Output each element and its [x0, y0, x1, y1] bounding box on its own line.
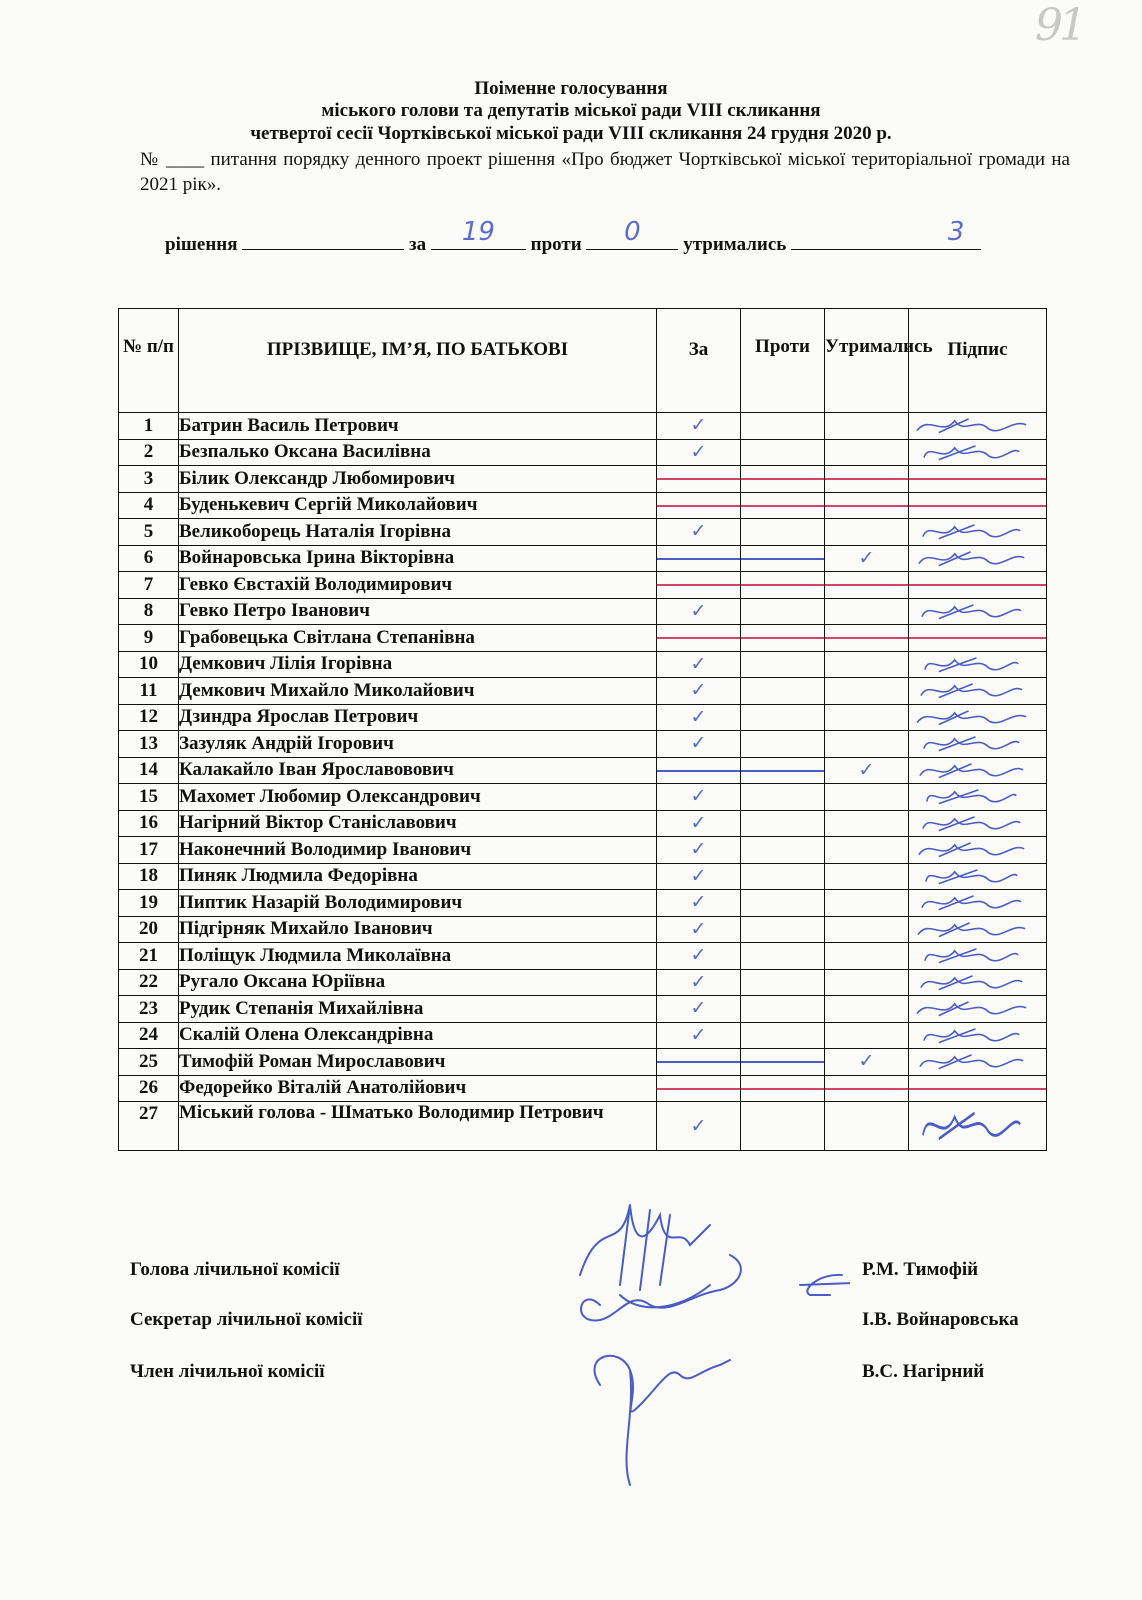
vote-abstain-cell [825, 1102, 909, 1151]
check-mark-icon: ✓ [690, 838, 707, 861]
vote-against-cell [741, 704, 825, 731]
deputy-name: Тимофій Роман Мирославович [179, 1049, 657, 1076]
deputy-name: Демкович Лілія Ігорівна [179, 651, 657, 678]
deputy-name: Великоборець Наталія Ігорівна [179, 519, 657, 546]
signature-cell [909, 731, 1047, 758]
row-number: 23 [119, 996, 179, 1023]
deputy-name: Демкович Михайло Миколайович [179, 678, 657, 705]
table-row [119, 545, 1047, 572]
vote-against-cell [741, 1075, 825, 1102]
table-row [119, 943, 1047, 970]
vote-against-cell [741, 439, 825, 466]
roll-call-table [118, 308, 1047, 1151]
table-row [119, 572, 1047, 599]
vote-for-cell [657, 784, 741, 811]
row-number: 13 [119, 731, 179, 758]
table-row [119, 784, 1047, 811]
handwritten-signature [909, 440, 1046, 466]
row-number: 24 [119, 1022, 179, 1049]
header-num: № п/п [119, 309, 179, 413]
vote-abstain-cell [825, 704, 909, 731]
vote-for-cell [657, 439, 741, 466]
handwritten-signature [909, 943, 1046, 969]
signature-cell [909, 545, 1047, 572]
check-mark-icon: ✓ [690, 440, 707, 463]
signature-cell [909, 1049, 1047, 1076]
vote-for-cell [657, 863, 741, 890]
vote-for-cell [657, 519, 741, 546]
vote-abstain-cell [825, 916, 909, 943]
vote-abstain-cell [825, 943, 909, 970]
signature-cell [909, 492, 1047, 519]
strike-line [825, 584, 908, 586]
table-row [119, 651, 1047, 678]
check-mark-icon: ✓ [690, 1114, 707, 1137]
vote-for-cell [657, 466, 741, 493]
table-row [119, 916, 1047, 943]
check-mark-icon: ✓ [858, 546, 875, 569]
handwritten-signature [909, 864, 1046, 890]
decision-blank [242, 231, 404, 250]
vote-for-cell [657, 625, 741, 652]
strike-line [657, 1088, 740, 1090]
vote-for-cell [657, 996, 741, 1023]
strike-line [657, 584, 740, 586]
check-mark-icon: ✓ [690, 520, 707, 543]
deputy-name: Батрин Василь Петрович [179, 413, 657, 440]
signature-cell [909, 784, 1047, 811]
check-mark-icon: ✓ [690, 599, 707, 622]
strike-line [741, 1061, 824, 1063]
vote-abstain-cell [825, 837, 909, 864]
deputy-name: Наконечний Володимир Іванович [179, 837, 657, 864]
strike-line [657, 770, 740, 772]
check-mark-icon: ✓ [690, 705, 707, 728]
strike-line [741, 478, 824, 480]
against-count-field [586, 217, 678, 250]
vote-against-cell [741, 1049, 825, 1076]
vote-abstain-cell [825, 413, 909, 440]
vote-abstain-cell [825, 969, 909, 996]
vote-for-cell [657, 413, 741, 440]
signature-cell [909, 1102, 1047, 1151]
row-number: 21 [119, 943, 179, 970]
vote-against-cell [741, 466, 825, 493]
signature-cell [909, 996, 1047, 1023]
for-label: за [409, 234, 427, 255]
row-number: 9 [119, 625, 179, 652]
signature-cell [909, 943, 1047, 970]
vote-abstain-cell [825, 572, 909, 599]
table-row [119, 890, 1047, 917]
vote-for-cell [657, 1075, 741, 1102]
vote-against-cell [741, 890, 825, 917]
table-row [119, 704, 1047, 731]
strike-line [909, 584, 1046, 586]
vote-for-cell [657, 943, 741, 970]
decision-label: рішення [165, 234, 238, 255]
signature-cell [909, 837, 1047, 864]
vote-against-cell [741, 996, 825, 1023]
footer-role-chair: Голова лічильної комісії [130, 1259, 340, 1280]
handwritten-signature [909, 811, 1046, 837]
deputy-name: Войнаровська Ірина Вікторівна [179, 545, 657, 572]
vote-for-cell [657, 1022, 741, 1049]
vote-for-cell [657, 678, 741, 705]
row-number: 6 [119, 545, 179, 572]
table-body [119, 413, 1047, 1151]
check-mark-icon: ✓ [858, 758, 875, 781]
handwritten-signature [909, 970, 1046, 996]
vote-for-cell [657, 757, 741, 784]
signature-cell [909, 519, 1047, 546]
table-row [119, 519, 1047, 546]
vote-against-cell [741, 969, 825, 996]
deputy-name: Підгірняк Михайло Іванович [179, 916, 657, 943]
vote-against-cell [741, 651, 825, 678]
row-number: 3 [119, 466, 179, 493]
vote-abstain-cell [825, 598, 909, 625]
check-mark-icon: ✓ [690, 1023, 707, 1046]
row-number: 10 [119, 651, 179, 678]
vote-abstain-cell [825, 810, 909, 837]
decision-line [165, 217, 981, 256]
check-mark-icon: ✓ [690, 997, 707, 1020]
strike-line [741, 1088, 824, 1090]
row-number: 27 [119, 1102, 179, 1151]
vote-for-cell [657, 572, 741, 599]
deputy-name: Ругало Оксана Юріївна [179, 969, 657, 996]
handwritten-signature [909, 1049, 1046, 1075]
strike-line [825, 505, 908, 507]
strike-line [741, 558, 824, 560]
for-count: 19 [461, 217, 495, 247]
row-number: 20 [119, 916, 179, 943]
table-row [119, 810, 1047, 837]
deputy-name: Дзиндра Ярослав Петрович [179, 704, 657, 731]
strike-line [825, 478, 908, 480]
handwritten-signature [909, 678, 1046, 704]
table-row [119, 439, 1047, 466]
strike-line [909, 478, 1046, 480]
vote-for-cell [657, 810, 741, 837]
check-mark-icon: ✓ [690, 414, 707, 437]
strike-line [657, 637, 740, 639]
strike-line [741, 770, 824, 772]
deputy-name: Міський голова - Шматько Володимир Петрович [179, 1102, 657, 1151]
deputy-name: Грабовецька Світлана Степанівна [179, 625, 657, 652]
table-row [119, 625, 1047, 652]
row-number: 14 [119, 757, 179, 784]
strike-line [909, 505, 1046, 507]
vote-abstain-cell [825, 1022, 909, 1049]
handwritten-signature [909, 652, 1046, 678]
signature-cell [909, 890, 1047, 917]
vote-for-cell [657, 704, 741, 731]
against-label: проти [530, 234, 582, 255]
check-mark-icon: ✓ [690, 864, 707, 887]
subtitle-session: четвертої сесії Чортківської міської ради VIII скликання 24 грудня 2020 р. [250, 123, 892, 144]
deputy-name: Калакайло Іван Ярославовович [179, 757, 657, 784]
signature-cell [909, 1022, 1047, 1049]
table-row [119, 731, 1047, 758]
signature-cell [909, 625, 1047, 652]
abstain-count-field [791, 217, 981, 250]
table-row [119, 466, 1047, 493]
vote-abstain-cell [825, 731, 909, 758]
vote-abstain-cell [825, 625, 909, 652]
vote-abstain-cell [825, 439, 909, 466]
vote-for-cell [657, 598, 741, 625]
row-number: 26 [119, 1075, 179, 1102]
footer-name-member: В.С. Нагірний [862, 1361, 985, 1382]
table-row [119, 1022, 1047, 1049]
row-number: 15 [119, 784, 179, 811]
vote-for-cell [657, 651, 741, 678]
vote-against-cell [741, 678, 825, 705]
vote-abstain-cell [825, 492, 909, 519]
check-mark-icon: ✓ [690, 785, 707, 808]
vote-abstain-cell [825, 1049, 909, 1076]
vote-against-cell [741, 1022, 825, 1049]
signature-cell [909, 916, 1047, 943]
row-number: 1 [119, 413, 179, 440]
check-mark-icon: ✓ [690, 891, 707, 914]
table-row [119, 1049, 1047, 1076]
signature-cell [909, 572, 1047, 599]
signature-cell [909, 439, 1047, 466]
header-signature: Підпис [909, 309, 1047, 413]
vote-for-cell [657, 1049, 741, 1076]
header-abstain: Утримались [825, 309, 909, 413]
abstain-count: 3 [947, 217, 965, 247]
vote-abstain-cell [825, 678, 909, 705]
signature-cell [909, 413, 1047, 440]
table-row [119, 837, 1047, 864]
footer-name-chair: Р.М. Тимофій [862, 1259, 979, 1280]
table-row [119, 492, 1047, 519]
table-row [119, 757, 1047, 784]
vote-abstain-cell [825, 757, 909, 784]
strike-line [741, 584, 824, 586]
vote-for-cell [657, 890, 741, 917]
deputy-name: Пиптик Назарій Володимирович [179, 890, 657, 917]
deputy-name: Безпалько Оксана Василівна [179, 439, 657, 466]
row-number: 5 [119, 519, 179, 546]
check-mark-icon: ✓ [690, 917, 707, 940]
handwritten-signature [909, 917, 1046, 943]
vote-against-cell [741, 837, 825, 864]
vote-abstain-cell [825, 651, 909, 678]
deputy-name: Гевко Євстахій Володимирович [179, 572, 657, 599]
vote-for-cell [657, 731, 741, 758]
row-number: 25 [119, 1049, 179, 1076]
row-number: 19 [119, 890, 179, 917]
row-number: 4 [119, 492, 179, 519]
table-row [119, 996, 1047, 1023]
vote-against-cell [741, 545, 825, 572]
signature-cell [909, 969, 1047, 996]
page-number: 91 [1035, 0, 1083, 51]
header-name: ПРІЗВИЩЕ, ІМ’Я, ПО БАТЬКОВІ [179, 309, 657, 413]
vote-abstain-cell [825, 466, 909, 493]
title: Поіменне голосування [474, 78, 668, 99]
table-row [119, 413, 1047, 440]
row-number: 22 [119, 969, 179, 996]
vote-abstain-cell [825, 996, 909, 1023]
vote-for-cell [657, 492, 741, 519]
signature-cell [909, 466, 1047, 493]
footer-role-member: Член лічильної комісії [130, 1361, 325, 1382]
table-row [119, 678, 1047, 705]
check-mark-icon: ✓ [858, 1050, 875, 1073]
vote-against-cell [741, 572, 825, 599]
vote-abstain-cell [825, 1075, 909, 1102]
header-against: Проти [741, 309, 825, 413]
footer-role-secretary: Секретар лічильної комісії [130, 1309, 363, 1330]
deputy-name: Скалій Олена Олександрівна [179, 1022, 657, 1049]
deputy-name: Білик Олександр Любомирович [179, 466, 657, 493]
strike-line [909, 1088, 1046, 1090]
vote-for-cell [657, 837, 741, 864]
deputy-name: Поліщук Людмила Миколаївна [179, 943, 657, 970]
table-row [119, 1075, 1047, 1102]
vote-against-cell [741, 625, 825, 652]
vote-against-cell [741, 784, 825, 811]
footer-name-secretary: І.В. Войнаровська [862, 1309, 1019, 1330]
vote-against-cell [741, 943, 825, 970]
vote-abstain-cell [825, 784, 909, 811]
vote-against-cell [741, 731, 825, 758]
deputy-name: Нагірний Віктор Станіславович [179, 810, 657, 837]
handwritten-signature [909, 599, 1046, 625]
strike-line [657, 558, 740, 560]
deputy-name: Рудик Степанія Михайлівна [179, 996, 657, 1023]
deputy-name: Буденькевич Сергій Миколайович [179, 492, 657, 519]
handwritten-signature [909, 758, 1046, 784]
vote-against-cell [741, 757, 825, 784]
handwritten-signature [909, 705, 1046, 731]
check-mark-icon: ✓ [690, 811, 707, 834]
signature-cell [909, 810, 1047, 837]
handwritten-signature [909, 1102, 1046, 1150]
handwritten-signature [909, 731, 1046, 757]
signature-cell [909, 1075, 1047, 1102]
agenda-question: № ____ питання порядку денного проект рішення «Про бюджет Чортківської міської територіальної громади на 2021 рік». [140, 149, 1070, 195]
vote-against-cell [741, 598, 825, 625]
handwritten-signature [909, 519, 1046, 545]
strike-line [825, 637, 908, 639]
row-number: 7 [119, 572, 179, 599]
handwritten-signature [909, 413, 1046, 439]
commission-signatures [560, 1195, 850, 1495]
header-for: За [657, 309, 741, 413]
row-number: 12 [119, 704, 179, 731]
vote-against-cell [741, 863, 825, 890]
handwritten-signature [909, 890, 1046, 916]
abstain-label: утримались [683, 234, 787, 255]
strike-line [825, 1088, 908, 1090]
strike-line [741, 505, 824, 507]
signature-cell [909, 598, 1047, 625]
for-count-field [431, 217, 526, 250]
vote-abstain-cell [825, 863, 909, 890]
check-mark-icon: ✓ [690, 944, 707, 967]
vote-for-cell [657, 969, 741, 996]
check-mark-icon: ✓ [690, 732, 707, 755]
vote-against-cell [741, 519, 825, 546]
row-number: 11 [119, 678, 179, 705]
check-mark-icon: ✓ [690, 679, 707, 702]
vote-abstain-cell [825, 519, 909, 546]
signature-cell [909, 704, 1047, 731]
deputy-name: Федорейко Віталій Анатолійович [179, 1075, 657, 1102]
row-number: 18 [119, 863, 179, 890]
strike-line [657, 478, 740, 480]
vote-against-cell [741, 1102, 825, 1151]
strike-line [909, 637, 1046, 639]
table-row [119, 969, 1047, 996]
row-number: 2 [119, 439, 179, 466]
table-header-row [119, 309, 1047, 413]
deputy-name: Зазуляк Андрій Ігорович [179, 731, 657, 758]
table-row [119, 598, 1047, 625]
signature-cell [909, 757, 1047, 784]
vote-against-cell [741, 413, 825, 440]
signature-cell [909, 863, 1047, 890]
signature-cell [909, 678, 1047, 705]
row-number: 17 [119, 837, 179, 864]
table-row [119, 863, 1047, 890]
deputy-name: Гевко Петро Іванович [179, 598, 657, 625]
handwritten-signature [909, 546, 1046, 572]
handwritten-signature [909, 837, 1046, 863]
against-count: 0 [624, 217, 641, 247]
vote-for-cell [657, 916, 741, 943]
vote-against-cell [741, 810, 825, 837]
vote-abstain-cell [825, 545, 909, 572]
strike-line [657, 1061, 740, 1063]
check-mark-icon: ✓ [690, 970, 707, 993]
deputy-name: Пиняк Людмила Федорівна [179, 863, 657, 890]
strike-line [657, 505, 740, 507]
row-number: 16 [119, 810, 179, 837]
deputy-name: Махомет Любомир Олександрович [179, 784, 657, 811]
vote-for-cell [657, 1102, 741, 1151]
table-row [119, 1102, 1047, 1151]
handwritten-signature [909, 1023, 1046, 1049]
row-number: 8 [119, 598, 179, 625]
subtitle-council: міського голови та депутатів міської ради VIII скликання [321, 100, 821, 121]
signature-cell [909, 651, 1047, 678]
vote-abstain-cell [825, 890, 909, 917]
vote-for-cell [657, 545, 741, 572]
handwritten-signature [909, 996, 1046, 1022]
strike-line [741, 637, 824, 639]
check-mark-icon: ✓ [690, 652, 707, 675]
handwritten-signature [909, 784, 1046, 810]
vote-against-cell [741, 492, 825, 519]
vote-against-cell [741, 916, 825, 943]
